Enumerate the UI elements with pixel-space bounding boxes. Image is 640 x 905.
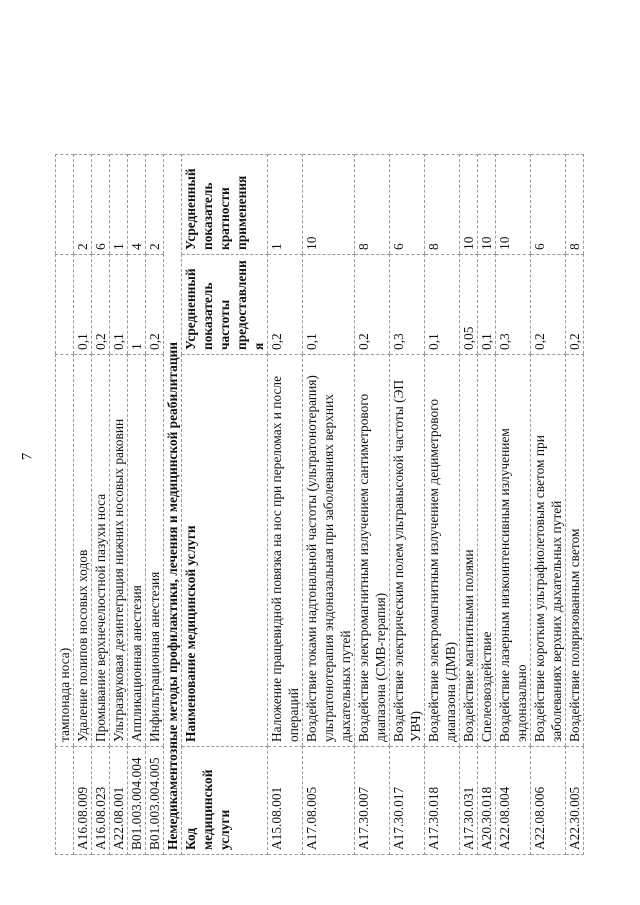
service-code: A17.08.005 — [303, 747, 355, 855]
frequency-value: 0,1 — [110, 255, 128, 355]
service-code: A22.30.005 — [566, 747, 584, 855]
frequency-value: 0,1 — [425, 255, 460, 355]
service-code: B01.003.004.004 — [128, 747, 146, 855]
multiplicity-value: 4 — [128, 155, 146, 255]
frequency-value: 0,1 — [303, 255, 355, 355]
service-name: Ультразвуковая дезинтеграция нижних носовых раковин — [110, 355, 128, 747]
service-name: Воздействие электрическим полем ультравысокой частоты (ЭП УВЧ) — [390, 355, 425, 747]
header-multiplicity: Усредненный показатель кратности применения — [182, 155, 268, 255]
table-row — [531, 35, 566, 855]
multiplicity-value: 8 — [566, 155, 584, 255]
service-name: Наложение пращевидной повязка на нос при переломах и после операций — [268, 355, 303, 747]
section-title: Немедикаментозные методы профилактики, лечения и медицинской реабилитации — [164, 155, 182, 855]
table-row — [303, 35, 355, 855]
multiplicity-value: 10 — [303, 155, 355, 255]
multiplicity-value: 8 — [355, 155, 390, 255]
continuation-text: тампонада носа) — [56, 355, 74, 747]
service-code: A15.08.001 — [268, 747, 303, 855]
service-code: A16.08.009 — [74, 747, 92, 855]
service-name: Воздействие электромагнитным излучением сантиметрового диапазона (СМВ-терапия) — [355, 355, 390, 747]
multiplicity-value: 6 — [390, 155, 425, 255]
table-row — [128, 35, 146, 855]
service-code: A17.30.031 — [460, 747, 478, 855]
multiplicity-value: 1 — [268, 155, 303, 255]
service-code: A16.08.023 — [92, 747, 110, 855]
table-header-row — [182, 35, 268, 855]
frequency-value: 0,2 — [531, 255, 566, 355]
frequency-value: 0,3 — [496, 255, 531, 355]
table-row — [92, 35, 110, 855]
frequency-value: 0,1 — [74, 255, 92, 355]
table-row — [390, 35, 425, 855]
service-name: Удаление полипов носовых ходов — [74, 355, 92, 747]
multiplicity-value: 10 — [460, 155, 478, 255]
table-row — [478, 35, 496, 855]
service-name: Воздействие токами надтональной частоты (ультратонотерапия) ультратонотерапия эндоназальная при заболеваниях верхних дыхательных путей — [303, 355, 355, 747]
service-name: Воздействие коротким ультрафиолетовым светом при заболеваниях верхних дыхательных путей — [531, 355, 566, 747]
service-name: Воздействие магнитными полями — [460, 355, 478, 747]
section-row — [164, 35, 182, 855]
service-name: Воздействие поляризованным светом — [566, 355, 584, 747]
frequency-value: 0,05 — [460, 255, 478, 355]
service-code: A22.08.006 — [531, 747, 566, 855]
table-row — [146, 35, 164, 855]
header-frequency: Усредненный показатель частоты предоставления — [182, 255, 268, 355]
table-row — [460, 35, 478, 855]
multiplicity-value: 10 — [478, 155, 496, 255]
services-table — [55, 35, 584, 856]
multiplicity-value: 8 — [425, 155, 460, 255]
service-code: A17.30.018 — [425, 747, 460, 855]
service-name: Спелеовоздействие — [478, 355, 496, 747]
multiplicity-value: 2 — [146, 155, 164, 255]
table-row — [74, 35, 92, 855]
multiplicity-value: 2 — [74, 155, 92, 255]
table-row — [110, 35, 128, 855]
continuation-row — [56, 35, 74, 855]
service-code: A22.08.004 — [496, 747, 531, 855]
service-name: Воздействие лазерным низкоинтенсивным излучением эндоназально — [496, 355, 531, 747]
frequency-value: 0,2 — [566, 255, 584, 355]
table-row — [566, 35, 584, 855]
service-name: Воздействие электромагнитным излучением дециметрового диапазона (ДМВ) — [425, 355, 460, 747]
frequency-value: 0,2 — [268, 255, 303, 355]
service-name: Промывание верхнечелюстной пазухи носа — [92, 355, 110, 747]
service-code: A17.30.007 — [355, 747, 390, 855]
frequency-value: 0,2 — [92, 255, 110, 355]
service-code: A20.30.018 — [478, 747, 496, 855]
service-code: A17.30.017 — [390, 747, 425, 855]
service-name: Аппликационная анестезия — [128, 355, 146, 747]
service-code: B01.003.004.005 — [146, 747, 164, 855]
header-name: Наименование медицинской услуги — [182, 355, 268, 747]
services-table-body — [56, 35, 584, 855]
table-row — [496, 35, 531, 855]
table-row — [355, 35, 390, 855]
frequency-value: 1 — [128, 255, 146, 355]
frequency-value: 0,2 — [146, 255, 164, 355]
frequency-value: 0,2 — [355, 255, 390, 355]
service-code: A22.08.001 — [110, 747, 128, 855]
multiplicity-value: 1 — [110, 155, 128, 255]
services-table-frame — [55, 35, 595, 855]
multiplicity-value: 6 — [531, 155, 566, 255]
frequency-value: 0,1 — [478, 255, 496, 355]
service-name: Инфильтрационная анестезия — [146, 355, 164, 747]
frequency-value: 0,3 — [390, 255, 425, 355]
page-number: 7 — [19, 452, 36, 461]
header-code: Код медицинской услуги — [182, 747, 268, 855]
table-row — [268, 35, 303, 855]
multiplicity-value: 6 — [92, 155, 110, 255]
table-row — [425, 35, 460, 855]
multiplicity-value: 10 — [496, 155, 531, 255]
